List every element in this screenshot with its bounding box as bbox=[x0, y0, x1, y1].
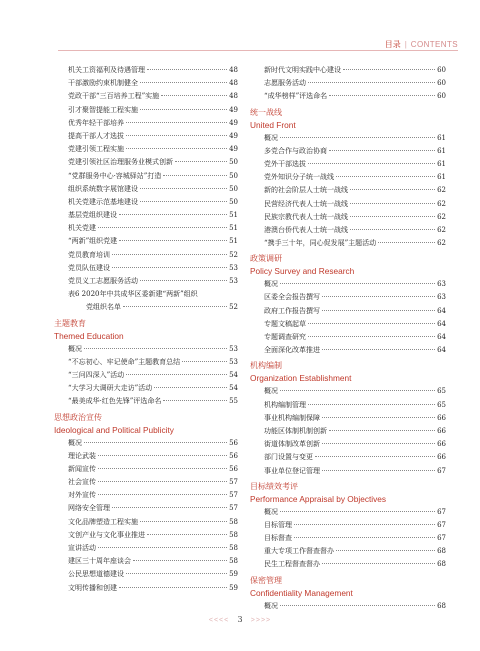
toc-entry-title: 党政干部“三百培养工程”实施 bbox=[68, 92, 160, 101]
toc-entry-page: 61 bbox=[437, 133, 446, 142]
toc-entry-title: 事业单位登记管理 bbox=[264, 466, 320, 475]
section-heading-cn[interactable]: 保密管理 bbox=[250, 575, 282, 585]
toc-entry-title: 文明传播和创建 bbox=[68, 583, 117, 592]
toc-entry-page: 51 bbox=[229, 237, 238, 246]
toc-entry-title: 志愿服务活动 bbox=[264, 79, 306, 88]
toc-entry-page: 52 bbox=[229, 303, 238, 312]
toc-entry-page: 59 bbox=[229, 583, 238, 592]
toc-entry[interactable] bbox=[256, 77, 446, 90]
footer-deco-left: <<<< bbox=[208, 617, 230, 624]
toc-entry[interactable] bbox=[60, 130, 238, 143]
dot-leader bbox=[350, 229, 435, 230]
dot-leader bbox=[350, 203, 435, 204]
toc-entry[interactable] bbox=[256, 318, 446, 331]
toc-entry[interactable] bbox=[60, 489, 238, 502]
dot-leader bbox=[119, 240, 227, 241]
dot-leader bbox=[126, 374, 227, 375]
toc-entry-title: 党员义工志愿服务活动 bbox=[68, 277, 138, 285]
toc-entry[interactable] bbox=[60, 437, 238, 450]
dot-leader bbox=[140, 188, 227, 189]
toc-entry-page: 53 bbox=[229, 357, 238, 366]
toc-entry-title: 新时代文明实践中心建设 bbox=[264, 66, 341, 74]
toc-entry-page: 50 bbox=[229, 184, 238, 193]
toc-entry-page: 53 bbox=[229, 263, 238, 272]
toc-entry-page: 63 bbox=[437, 293, 446, 302]
dot-leader bbox=[322, 470, 435, 471]
dot-leader bbox=[308, 404, 435, 405]
toc-entry-page: 57 bbox=[229, 504, 238, 513]
toc-entry-page: 68 bbox=[437, 601, 446, 610]
toc-entry-page: 48 bbox=[229, 79, 238, 88]
toc-entry-title: 引才聚智提能工程实施 bbox=[68, 105, 138, 114]
toc-entry-title: 目标督查 bbox=[264, 534, 292, 543]
toc-entry[interactable] bbox=[256, 198, 446, 211]
dot-leader bbox=[280, 511, 435, 512]
toc-entry[interactable] bbox=[256, 331, 446, 344]
toc-section bbox=[250, 107, 446, 251]
toc-entry[interactable] bbox=[60, 262, 238, 275]
dot-leader bbox=[126, 573, 227, 574]
toc-entry-title: 党建引领工程实施 bbox=[68, 145, 124, 154]
toc-entry-title: 专题文稿起草 bbox=[264, 319, 306, 328]
dot-leader bbox=[175, 161, 227, 162]
toc-entry-title: 区委全会报告撰写 bbox=[264, 293, 320, 302]
toc-entry[interactable] bbox=[256, 519, 446, 532]
toc-entry-page: 54 bbox=[229, 370, 238, 379]
toc-entry[interactable] bbox=[256, 506, 446, 519]
toc-entry[interactable] bbox=[60, 275, 238, 288]
toc-entry-title: 概况 bbox=[264, 601, 278, 610]
dot-leader bbox=[322, 349, 435, 350]
toc-entry-page: 49 bbox=[229, 118, 238, 127]
toc-entry-page: 65 bbox=[437, 387, 446, 396]
toc-entry[interactable] bbox=[60, 183, 238, 196]
dot-leader bbox=[350, 216, 435, 217]
toc-entry[interactable] bbox=[60, 343, 238, 356]
toc-entry[interactable] bbox=[60, 117, 238, 130]
toc-entry[interactable] bbox=[256, 211, 446, 224]
section-heading-cn[interactable]: 主题教育 bbox=[54, 318, 86, 328]
section-heading-en[interactable]: United Front bbox=[250, 119, 296, 130]
toc-entry-page: 52 bbox=[229, 250, 238, 259]
toc-section bbox=[250, 575, 446, 613]
dot-leader bbox=[336, 550, 435, 551]
dot-leader bbox=[350, 189, 435, 190]
dot-leader bbox=[294, 537, 435, 538]
section-heading-en[interactable]: Policy Survey and Research bbox=[250, 266, 355, 277]
toc-right-column bbox=[250, 64, 446, 613]
dot-leader bbox=[154, 387, 227, 388]
toc-entry-page: 62 bbox=[437, 239, 446, 248]
toc-entry[interactable] bbox=[60, 369, 238, 382]
toc-entry-title: 公民思想道德建设 bbox=[68, 570, 124, 579]
toc-entry-page: 61 bbox=[437, 146, 446, 155]
toc-entry-page: 53 bbox=[229, 277, 238, 285]
toc-entry-page: 53 bbox=[229, 344, 238, 353]
dot-leader bbox=[140, 109, 227, 110]
toc-entry[interactable] bbox=[60, 235, 238, 248]
toc-entry-page: 55 bbox=[229, 397, 238, 406]
toc-entry[interactable] bbox=[256, 344, 446, 357]
toc-entry-page: 50 bbox=[229, 171, 238, 180]
toc-section bbox=[54, 318, 238, 409]
toc-entry-title: 干部激励约束机制健全 bbox=[68, 79, 138, 88]
toc-entry-page: 68 bbox=[437, 560, 446, 569]
toc-entry-title: 新的社会阶层人士统一战线 bbox=[264, 186, 348, 195]
dot-leader bbox=[140, 201, 227, 202]
toc-entry-title: 机关党建 bbox=[68, 224, 96, 233]
dot-leader bbox=[280, 137, 435, 138]
toc-entry-page: 51 bbox=[229, 211, 238, 220]
toc-entry-title: 文化品牌塑造工程实施 bbox=[68, 517, 138, 526]
toc-entry-page: 67 bbox=[437, 520, 446, 529]
toc-entry-title: 目标管理 bbox=[264, 520, 292, 529]
toc-entry-title: “两新”组织党建 bbox=[68, 237, 118, 246]
toc-entry[interactable] bbox=[60, 249, 238, 262]
dot-leader bbox=[329, 430, 435, 431]
section-heading-en[interactable]: Themed Education bbox=[54, 330, 124, 341]
dot-leader bbox=[140, 521, 227, 522]
toc-entry-page: 49 bbox=[229, 131, 238, 140]
dot-leader bbox=[182, 361, 227, 362]
section-heading-en[interactable]: Ideological and Political Publicity bbox=[54, 424, 174, 435]
toc-entry-page: 60 bbox=[437, 66, 446, 74]
toc-entry-title: 党组织名单 bbox=[86, 303, 121, 312]
toc-entry[interactable] bbox=[256, 451, 446, 464]
header-separator: | bbox=[404, 40, 407, 49]
section-heading-cn[interactable]: 思想政治宣传 bbox=[54, 412, 102, 422]
toc-entry[interactable] bbox=[60, 90, 238, 103]
toc-entry-page: 49 bbox=[229, 105, 238, 114]
toc-entry[interactable] bbox=[60, 529, 238, 542]
dot-leader bbox=[140, 280, 227, 281]
toc-entry-title: “携手三十年，同心促发展”主题活动 bbox=[264, 239, 377, 248]
toc-entry-title: 重大专项工作督查督办 bbox=[264, 547, 334, 556]
toc-entry[interactable] bbox=[60, 196, 238, 209]
toc-entry-title: 提高干部人才选拔 bbox=[68, 131, 124, 140]
toc-entry-title: 港澳台侨代表人士统一战线 bbox=[264, 225, 348, 234]
toc-entry-page: 57 bbox=[229, 491, 238, 500]
toc-entry-page: 64 bbox=[437, 346, 446, 355]
toc-entry[interactable] bbox=[60, 516, 238, 529]
toc-entry[interactable] bbox=[60, 476, 238, 489]
toc-entry[interactable] bbox=[256, 64, 446, 77]
toc-entry[interactable] bbox=[256, 171, 446, 184]
toc-entry[interactable] bbox=[256, 465, 446, 478]
dot-leader bbox=[98, 468, 227, 469]
toc-entry[interactable] bbox=[256, 237, 446, 250]
toc-entry-title: 全面深化改革推进 bbox=[264, 346, 320, 355]
toc-entry[interactable] bbox=[60, 568, 238, 581]
dot-leader bbox=[98, 494, 227, 495]
toc-entry-page: 56 bbox=[229, 438, 238, 447]
toc-entry-title: 多党合作与政治协商 bbox=[264, 146, 327, 155]
toc-entry-title: 组织系统数字展馆建设 bbox=[68, 184, 138, 193]
toc-entry-page: 64 bbox=[437, 306, 446, 315]
toc-entry-page: 60 bbox=[437, 92, 446, 101]
toc-entry[interactable] bbox=[60, 143, 238, 156]
toc-entry[interactable] bbox=[256, 425, 446, 438]
toc-entry[interactable] bbox=[60, 64, 238, 77]
running-header bbox=[385, 39, 458, 50]
toc-entry-page: 54 bbox=[229, 384, 238, 393]
page-footer bbox=[0, 615, 480, 624]
table-note[interactable] bbox=[60, 288, 238, 301]
toc-entry[interactable] bbox=[60, 395, 238, 408]
toc-entry[interactable] bbox=[60, 356, 238, 369]
toc-entry-page: 62 bbox=[437, 212, 446, 221]
section-heading-en[interactable]: Organization Establishment bbox=[250, 373, 352, 384]
toc-entry-title: 建区三十周年座谈会 bbox=[68, 557, 131, 566]
toc-entry-title: 文创产业与文化事业推进 bbox=[68, 530, 145, 539]
toc-entry[interactable] bbox=[256, 558, 446, 571]
toc-entry-title: 概况 bbox=[264, 387, 278, 396]
dot-leader bbox=[163, 175, 227, 176]
toc-entry[interactable] bbox=[256, 305, 446, 318]
toc-entry-title: 民族宗教代表人士统一战线 bbox=[264, 212, 348, 221]
dot-leader bbox=[329, 150, 435, 151]
toc-entry-title: 概况 bbox=[264, 280, 278, 289]
toc-entry-title: 党员队伍建设 bbox=[68, 263, 110, 272]
toc-entry-title: 对外宣传 bbox=[68, 491, 96, 500]
dot-leader bbox=[329, 95, 435, 96]
toc-entry[interactable] bbox=[256, 532, 446, 545]
dot-leader bbox=[126, 148, 227, 149]
toc-entry[interactable] bbox=[60, 555, 238, 568]
toc-entry-page: 68 bbox=[437, 547, 446, 556]
toc-entry-title: 党外干部选拔 bbox=[264, 159, 306, 168]
toc-entry-title: 党外知识分子统一战线 bbox=[264, 173, 334, 182]
dot-leader bbox=[140, 82, 227, 83]
toc-entry[interactable] bbox=[256, 545, 446, 558]
toc-entry[interactable] bbox=[256, 438, 446, 451]
toc-entry-page: 61 bbox=[437, 173, 446, 182]
toc-entry[interactable] bbox=[256, 399, 446, 412]
toc-entry-title: 概况 bbox=[68, 344, 82, 353]
toc-entry-title: 街道体制改革创新 bbox=[264, 440, 320, 449]
toc-entry-page: 56 bbox=[229, 451, 238, 460]
toc-entry[interactable] bbox=[256, 412, 446, 425]
dot-leader bbox=[147, 534, 227, 535]
toc-entry-title: 基层党组织建设 bbox=[68, 211, 117, 220]
dot-leader bbox=[98, 481, 227, 482]
toc-entry[interactable] bbox=[256, 90, 446, 103]
toc-entry-title: 机关党建示范基地建设 bbox=[68, 197, 138, 206]
dot-leader bbox=[322, 310, 435, 311]
toc-entry[interactable] bbox=[60, 450, 238, 463]
toc-entry[interactable] bbox=[256, 224, 446, 237]
table-note-line2[interactable] bbox=[60, 301, 238, 314]
toc-entry-page: 66 bbox=[437, 440, 446, 449]
toc-entry-page: 60 bbox=[437, 79, 446, 88]
dot-leader bbox=[280, 283, 435, 284]
toc-entry[interactable] bbox=[60, 582, 238, 595]
toc-entry-title: 部门设置与变更 bbox=[264, 453, 313, 462]
toc-entry-title: “不忘初心、牢记使命”主题教育总结 bbox=[68, 357, 181, 366]
toc-entry[interactable] bbox=[60, 222, 238, 235]
toc-entry-title: 社会宣传 bbox=[68, 478, 96, 487]
toc-entry-title: 概况 bbox=[68, 438, 82, 447]
toc-section bbox=[250, 253, 446, 357]
toc-entry-title: 民营经济代表人士统一战线 bbox=[264, 199, 348, 208]
toc-entry-page: 56 bbox=[229, 464, 238, 473]
toc-entry-page: 59 bbox=[229, 570, 238, 579]
dot-leader bbox=[322, 417, 435, 418]
dot-leader bbox=[133, 560, 227, 561]
dot-leader bbox=[308, 163, 435, 164]
toc-entry-page: 64 bbox=[437, 333, 446, 341]
toc-entry-page: 48 bbox=[229, 66, 238, 74]
dot-leader bbox=[84, 348, 227, 349]
toc-entry-title: 党员教育培训 bbox=[68, 250, 110, 259]
toc-entry-page: 67 bbox=[437, 507, 446, 516]
toc-entry[interactable] bbox=[256, 132, 446, 145]
toc-entry[interactable] bbox=[60, 209, 238, 222]
toc-entry-page: 66 bbox=[437, 453, 446, 462]
dot-leader bbox=[308, 323, 435, 324]
toc-entry[interactable] bbox=[256, 278, 446, 291]
section-heading-cn[interactable]: 机构编制 bbox=[250, 361, 282, 371]
toc-entry-page: 62 bbox=[437, 186, 446, 195]
toc-entry-title: “大学习大调研大走访”活动 bbox=[68, 384, 153, 393]
toc-entry-page: 49 bbox=[229, 145, 238, 154]
toc-section bbox=[250, 360, 446, 477]
dot-leader bbox=[163, 400, 227, 401]
toc-entry-page: 58 bbox=[229, 544, 238, 552]
section-heading-en[interactable]: Confidentiality Management bbox=[250, 587, 353, 598]
toc-entry-title: 新闻宣传 bbox=[68, 464, 96, 473]
toc-entry-title: 政府工作报告撰写 bbox=[264, 306, 320, 315]
dot-leader bbox=[112, 267, 227, 268]
toc-entry-page: 51 bbox=[229, 224, 238, 233]
dot-leader bbox=[343, 69, 435, 70]
toc-entry-page: 58 bbox=[229, 530, 238, 539]
toc-entry-page: 50 bbox=[229, 158, 238, 167]
toc-entry-title: 理论武装 bbox=[68, 451, 96, 460]
dot-leader bbox=[315, 456, 435, 457]
toc-entry-title: “党群服务中心·容城驿站”打造 bbox=[68, 171, 162, 180]
toc-entry-page: 50 bbox=[229, 197, 238, 206]
dot-leader bbox=[147, 69, 227, 70]
header-title-cn: 目录 bbox=[384, 40, 401, 49]
toc-entry-title: 事业机构编制保障 bbox=[264, 413, 320, 422]
section-heading-cn[interactable]: 统一战线 bbox=[250, 107, 282, 117]
dot-leader bbox=[112, 507, 227, 508]
toc-left-column bbox=[54, 64, 238, 595]
footer-deco-right: >>>> bbox=[250, 617, 272, 624]
toc-entry-title: 网络安全管理 bbox=[68, 504, 110, 513]
dot-leader bbox=[98, 455, 227, 456]
toc-entry[interactable] bbox=[60, 502, 238, 515]
dot-leader bbox=[123, 306, 227, 307]
dot-leader bbox=[378, 242, 435, 243]
dot-leader bbox=[336, 176, 435, 177]
dot-leader bbox=[280, 390, 435, 391]
dot-leader bbox=[119, 214, 227, 215]
toc-entry-page: 58 bbox=[229, 557, 238, 566]
section-heading-en[interactable]: Performance Appraisal by Objectives bbox=[250, 493, 387, 504]
toc-entry-page: 62 bbox=[437, 225, 446, 234]
header-rule bbox=[58, 50, 458, 51]
dot-leader bbox=[84, 442, 227, 443]
table-note-line1: 表6 2020年中共成华区委新建“两新”组织 bbox=[68, 290, 198, 299]
toc-entry-title: 党建引领社区治理服务业模式创新 bbox=[68, 158, 173, 167]
toc-entry[interactable] bbox=[256, 385, 446, 398]
toc-entry-page: 58 bbox=[229, 517, 238, 526]
toc-entry-page: 66 bbox=[437, 426, 446, 435]
toc-entry[interactable] bbox=[60, 170, 238, 183]
toc-entry[interactable] bbox=[60, 156, 238, 169]
dot-leader bbox=[98, 547, 227, 548]
toc-section bbox=[250, 481, 446, 572]
header-title-en: CONTENTS bbox=[410, 40, 458, 49]
dot-leader bbox=[126, 122, 227, 123]
toc-entry[interactable] bbox=[60, 542, 238, 555]
toc-entry-title: “成华榜样”评选命名 bbox=[264, 92, 328, 101]
toc-entry[interactable] bbox=[60, 463, 238, 476]
toc-entry-page: 62 bbox=[437, 199, 446, 208]
toc-entry-title: 概况 bbox=[264, 133, 278, 142]
dot-leader bbox=[308, 336, 435, 337]
toc-entry-title: 机关工资福利及待遇管理 bbox=[68, 66, 145, 74]
toc-entry-title: 专题调查研究 bbox=[264, 333, 306, 341]
toc-entry-title: 机构编制管理 bbox=[264, 400, 306, 409]
toc-entry-title: 概况 bbox=[264, 507, 278, 516]
toc-entry-page: 65 bbox=[437, 400, 446, 409]
toc-entry-page: 64 bbox=[437, 319, 446, 328]
toc-entry-title: 优秀年轻干部培养 bbox=[68, 118, 124, 127]
toc-entry-page: 67 bbox=[437, 466, 446, 475]
section-heading-cn[interactable]: 政策调研 bbox=[250, 254, 282, 264]
toc-entry[interactable] bbox=[256, 184, 446, 197]
dot-leader bbox=[322, 443, 435, 444]
toc-entry-title: “最美成华·红色先锋”评选命名 bbox=[68, 397, 162, 406]
toc-entry[interactable] bbox=[256, 145, 446, 158]
toc-entry-title: “三问四深入”活动 bbox=[68, 370, 125, 379]
toc-entry[interactable] bbox=[60, 77, 238, 90]
toc-entry[interactable] bbox=[60, 382, 238, 395]
toc-entry-title: 功能区体制机制创新 bbox=[264, 426, 327, 435]
toc-entry[interactable] bbox=[256, 600, 446, 613]
dot-leader bbox=[322, 563, 435, 564]
dot-leader bbox=[322, 296, 435, 297]
toc-section bbox=[54, 412, 238, 595]
toc-entry-page: 67 bbox=[437, 534, 446, 543]
dot-leader bbox=[161, 95, 227, 96]
toc-entry-page: 63 bbox=[437, 280, 446, 289]
toc-entry-title: 宣讲活动 bbox=[68, 544, 96, 552]
dot-leader bbox=[119, 587, 227, 588]
dot-leader bbox=[294, 524, 435, 525]
dot-leader bbox=[280, 605, 435, 606]
dot-leader bbox=[112, 254, 227, 255]
section-heading-cn[interactable]: 目标绩效考评 bbox=[250, 481, 298, 491]
toc-entry[interactable] bbox=[256, 291, 446, 304]
toc-entry-page: 48 bbox=[229, 92, 238, 101]
toc-entry-page: 61 bbox=[437, 159, 446, 168]
toc-entry[interactable] bbox=[60, 104, 238, 117]
dot-leader bbox=[308, 82, 435, 83]
toc-entry-title: 民生工程督查督办 bbox=[264, 560, 320, 569]
page-number: 3 bbox=[237, 615, 243, 624]
dot-leader bbox=[126, 135, 227, 136]
dot-leader bbox=[98, 227, 227, 228]
toc-entry[interactable] bbox=[256, 158, 446, 171]
toc-entry-page: 57 bbox=[229, 478, 238, 487]
toc-entry-page: 66 bbox=[437, 413, 446, 422]
